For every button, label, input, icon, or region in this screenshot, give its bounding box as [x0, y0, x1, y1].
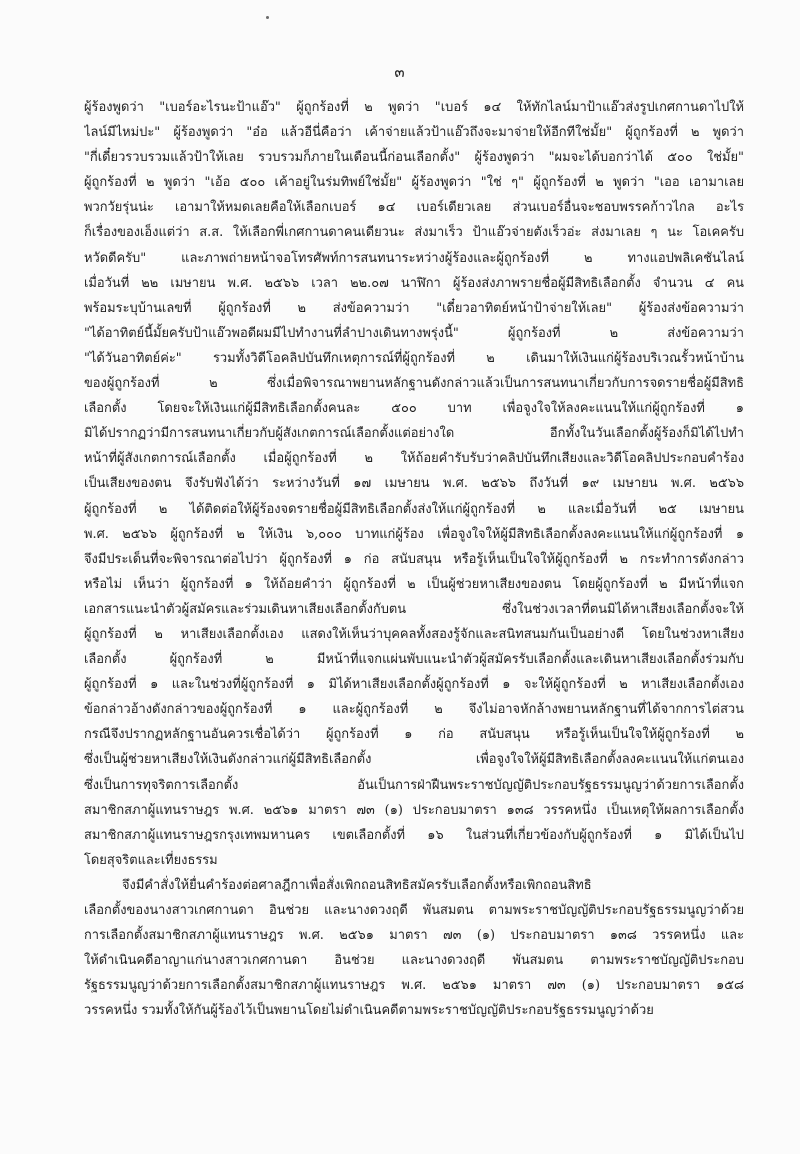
text-line: เป็นเสียงของตน จึงรับฟังได้ว่า ระหว่างวันที่ ๑๗ เมษายน พ.ศ. ๒๕๖๖ ถึงวันที่ ๑๙ เมษายน พ.ศ. ๒๕๖๖: [84, 476, 744, 492]
text-line: กรณีจึงปรากฏหลักฐานอันควรเชื่อได้ว่า ผู้ถูกร้องที่ ๑ ก่อ สนับสนุน หรือรู้เห็นเป็นใจให้ผู้ถูกร้องที่ ๒: [84, 727, 744, 743]
text-line: ไลน์มีไหม่ปะ" ผู้ร้องพูดว่า "อ๋อ แล้วอีนี่คือว่า เค้าจ่ายแล้วป้าแอ๊วถึงจะมาจ่ายให้อีกทีใช่มั้ย" ผู้ถูกร้องที่ ๒ พูดว่า: [84, 125, 744, 141]
text-line: ซึ่งเป็นการทุจริตการเลือกตั้ง อันเป็นการฝ่าฝืนพระราชบัญญัติประกอบรัฐธรรมนูญว่าด้วยการเลือกตั้ง: [84, 777, 744, 793]
text-line: วรรคหนึ่ง รวมทั้งให้กันผู้ร้องไว้เป็นพยานโดยไม่ดำเนินคดีตามพระราชบัญญัติประกอบรัฐธรรมนูญว่าด้วย: [84, 1003, 654, 1019]
text-line: "ได้วันอาทิตย์ค่ะ" รวมทั้งวิดีโอคลิปบันทึกเหตุการณ์ที่ผู้ถูกร้องที่ ๒ เดินมาให้เงินแก่ผู้ร้องบริเวณรั้วหน้าบ้าน: [84, 350, 744, 366]
text-line: หรือไม่ เห็นว่า ผู้ถูกร้องที่ ๑ ให้ถ้อยคำว่า ผู้ถูกร้องที่ ๒ เป็นผู้ช่วยหาเสียงของตน โดยผู้ถูกร้องที่ ๒ มีหน้าที่แจก: [84, 576, 744, 592]
text-line: พ.ศ. ๒๕๖๖ ผู้ถูกร้องที่ ๒ ให้เงิน ๖,๐๐๐ บาทแก่ผู้ร้อง เพื่อจูงใจให้ผู้มีสิทธิเลือกตั้งลงคะแนนให้แก่ผู้ถูกร้องที่ ๑: [84, 526, 744, 542]
text-line: "กี่เดี๋ยวรวบรวมแล้วป้าให้เลย รวบรวมก็ภายในเดือนนี้ก่อนเลือกตั้ง" ผู้ร้องพูดว่า "ผมจะได้บอกว่าได้ ๕๐๐ ใช่มั้ย": [84, 150, 744, 166]
text-line: ก็เรื่องของเอ็งแต่ว่า ส.ส. ให้เลือกพี่เกศกานดาคนเดียวนะ ส่งมาเร็ว ป้าแอ๊วจ่ายตังเร็วอ่ะ ส่งมาเลย ๆ นะ โอเคครับ: [84, 225, 744, 241]
text-line: โดยสุจริตและเที่ยงธรรม: [84, 852, 218, 868]
text-line: ผู้ถูกร้องที่ ๒ หาเสียงเลือกตั้งเอง แสดงให้เห็นว่าบุคคลทั้งสองรู้จักและสนิทสนมกันเป็นอย่างดี โดยในช่วงหาเสียง: [84, 626, 744, 642]
text-line: เมื่อวันที่ ๒๒ เมษายน พ.ศ. ๒๕๖๖ เวลา ๒๒.๐๗ นาฬิกา ผู้ร้องส่งภาพรายชื่อผู้มีสิทธิเลือกตั้ง จำนวน ๔ คน: [84, 275, 744, 291]
text-line: เอกสารแนะนำตัวผู้สมัครและร่วมเดินหาเสียงเลือกตั้งกับตน ซึ่งในช่วงเวลาที่ตนมิได้หาเสียงเลือกตั้งจะให้: [84, 601, 744, 617]
text-line: การเลือกตั้งสมาชิกสภาผู้แทนราษฎร พ.ศ. ๒๕๖๑ มาตรา ๗๓ (๑) ประกอบมาตรา ๑๓๘ วรรคหนึ่ง และ: [84, 928, 744, 944]
text-line: จึงมีคำสั่งให้ยื่นคำร้องต่อศาลฎีกาเพื่อสั่งเพิกถอนสิทธิสมัครรับเลือกตั้งหรือเพิกถอนสิทธิ: [122, 877, 592, 893]
page-number: ๓: [394, 63, 406, 81]
text-line: ผู้ถูกร้องที่ ๒ ได้ติดต่อให้ผู้ร้องจดรายชื่อผู้มีสิทธิเลือกตั้งส่งให้แก่ผู้ถูกร้องที่ ๒ และเมื่อวันที่ ๒๕ เมษายน: [84, 501, 744, 517]
text-line: พวกวัยรุ่นน่ะ เอามาให้หมดเลยคือให้เลือกเบอร์ ๑๔ เบอร์เดียวเลย ส่วนเบอร์อื่นจะชอบพรรคก้าวไกล อะไร: [84, 200, 744, 216]
text-line: ซึ่งเป็นผู้ช่วยหาเสียงให้เงินดังกล่าวแก่ผู้มีสิทธิเลือกตั้ง เพื่อจูงใจให้ผู้มีสิทธิเลือกตั้งลงคะแนนให้แก่ตนเอง: [84, 752, 744, 768]
text-line: มิได้ปรากฏว่ามีการสนทนาเกี่ยวกับผู้สังเกตการณ์เลือกตั้งแต่อย่างใด อีกทั้งในวันเลือกตั้งผู้ร้องก็มิได้ไปทำ: [84, 426, 744, 442]
text-line: สมาชิกสภาผู้แทนราษฎรกรุงเทพมหานคร เขตเลือกตั้งที่ ๑๖ ในส่วนที่เกี่ยวข้องกับผู้ถูกร้องที่ ๑ มิได้เป็นไป: [84, 827, 744, 843]
text-line: ผู้ถูกร้องที่ ๒ พูดว่า "เอ้อ ๕๐๐ เค้าอยู่ในร่มทิพย์ใช่มั้ย" ผู้ร้องพูดว่า "ใช่ ๆ" ผู้ถูกร้องที่ ๒ พูดว่า "เออ เอามาเลย: [84, 175, 744, 191]
text-line: จึงมีประเด็นที่จะพิจารณาต่อไปว่า ผู้ถูกร้องที่ ๑ ก่อ สนับสนุน หรือรู้เห็นเป็นใจให้ผู้ถูกร้องที่ ๒ กระทำการดังกล่าว: [84, 551, 744, 567]
text-line: ผู้ถูกร้องที่ ๑ และในช่วงที่ผู้ถูกร้องที่ ๑ มิได้หาเสียงเลือกตั้งผู้ถูกร้องที่ ๑ จะให้ผู้ถูกร้องที่ ๒ หาเสียงเลือกตั้งเอง: [84, 677, 744, 693]
text-line: เลือกตั้งของนางสาวเกศกานดา อินช่วย และนางดวงฤดี พันสมตน ตามพระราชบัญญัติประกอบรัฐธรรมนูญว่าด้วย: [84, 903, 744, 918]
text-line: รัฐธรรมนูญว่าด้วยการเลือกตั้งสมาชิกสภาผู้แทนราษฎร พ.ศ. ๒๕๖๑ มาตรา ๗๓ (๑) ประกอบมาตรา ๑๕๘: [84, 978, 744, 994]
text-line: หน้าที่ผู้สังเกตการณ์เลือกตั้ง เมื่อผู้ถูกร้องที่ ๒ ให้ถ้อยคำรับรับว่าคลิปบันทึกเสียงและวิดีโอคลิปประกอบคำร้อง: [84, 451, 744, 467]
paragraph-1: [84, 95, 744, 873]
text-line: "ได้อาทิตย์นี้มั้ยครับป้าแอ๊วพอดีผมมีไปทำงานที่ลำปางเดินทางพรุ่งนี้" ผู้ถูกร้องที่ ๒ ส่งข้อความว่า: [84, 325, 744, 341]
document-body: [84, 95, 744, 1023]
text-line: ข้อกล่าวอ้างดังกล่าวของผู้ถูกร้องที่ ๑ และผู้ถูกร้องที่ ๒ จึงไม่อาจหักล้างพยานหลักฐานที่ได้จากการไต่สวน: [84, 702, 744, 718]
scan-speck: [266, 16, 269, 19]
paragraph-2: [84, 873, 744, 1024]
text-line: หวัดดีครับ" และภาพถ่ายหน้าจอโทรศัพท์การสนทนาระหว่างผู้ร้องและผู้ถูกร้องที่ ๒ ทางแอปพลิเคชันไลน์: [84, 250, 744, 266]
text-line: ของผู้ถูกร้องที่ ๒ ซึ่งเมื่อพิจารณาพยานหลักฐานดังกล่าวแล้วเป็นการสนทนาเกี่ยวกับการจดรายชื่อผู้มีสิทธิ: [84, 376, 744, 392]
text-line: ผู้ร้องพูดว่า "เบอร์อะไรนะป้าแอ๊ว" ผู้ถูกร้องที่ ๒ พูดว่า "เบอร์ ๑๔ ให้ทักไลน์มาป้าแอ๊วส่งรูปเกศกานดาไปให้: [84, 100, 744, 115]
text-line: พร้อมระบุบ้านเลขที่ ผู้ถูกร้องที่ ๒ ส่งข้อความว่า "เดี๋ยวอาทิตย์หน้าป้าจ่ายให้เลย" ผู้ร้องส่งข้อความว่า: [84, 300, 744, 316]
text-line: สมาชิกสภาผู้แทนราษฎร พ.ศ. ๒๕๖๑ มาตรา ๗๓ (๑) ประกอบมาตรา ๑๓๘ วรรคหนึ่ง เป็นเหตุให้ผลการเลือกตั้ง: [84, 802, 744, 818]
text-line: ให้ดำเนินคดีอาญาแก่นางสาวเกศกานดา อินช่วย และนางดวงฤดี พันสมตน ตามพระราชบัญญัติประกอบ: [84, 953, 744, 969]
text-line: เลือกตั้ง โดยจะให้เงินแก่ผู้มีสิทธิเลือกตั้งคนละ ๕๐๐ บาท เพื่อจูงใจให้ลงคะแนนให้แก่ผู้ถูกร้องที่ ๑: [84, 401, 744, 417]
text-line: เลือกตั้ง ผู้ถูกร้องที่ ๒ มีหน้าที่แจกแผ่นพับแนะนำตัวผู้สมัครรับเลือกตั้งและเดินหาเสียงเลือกตั้งร่วมกับ: [84, 652, 744, 668]
